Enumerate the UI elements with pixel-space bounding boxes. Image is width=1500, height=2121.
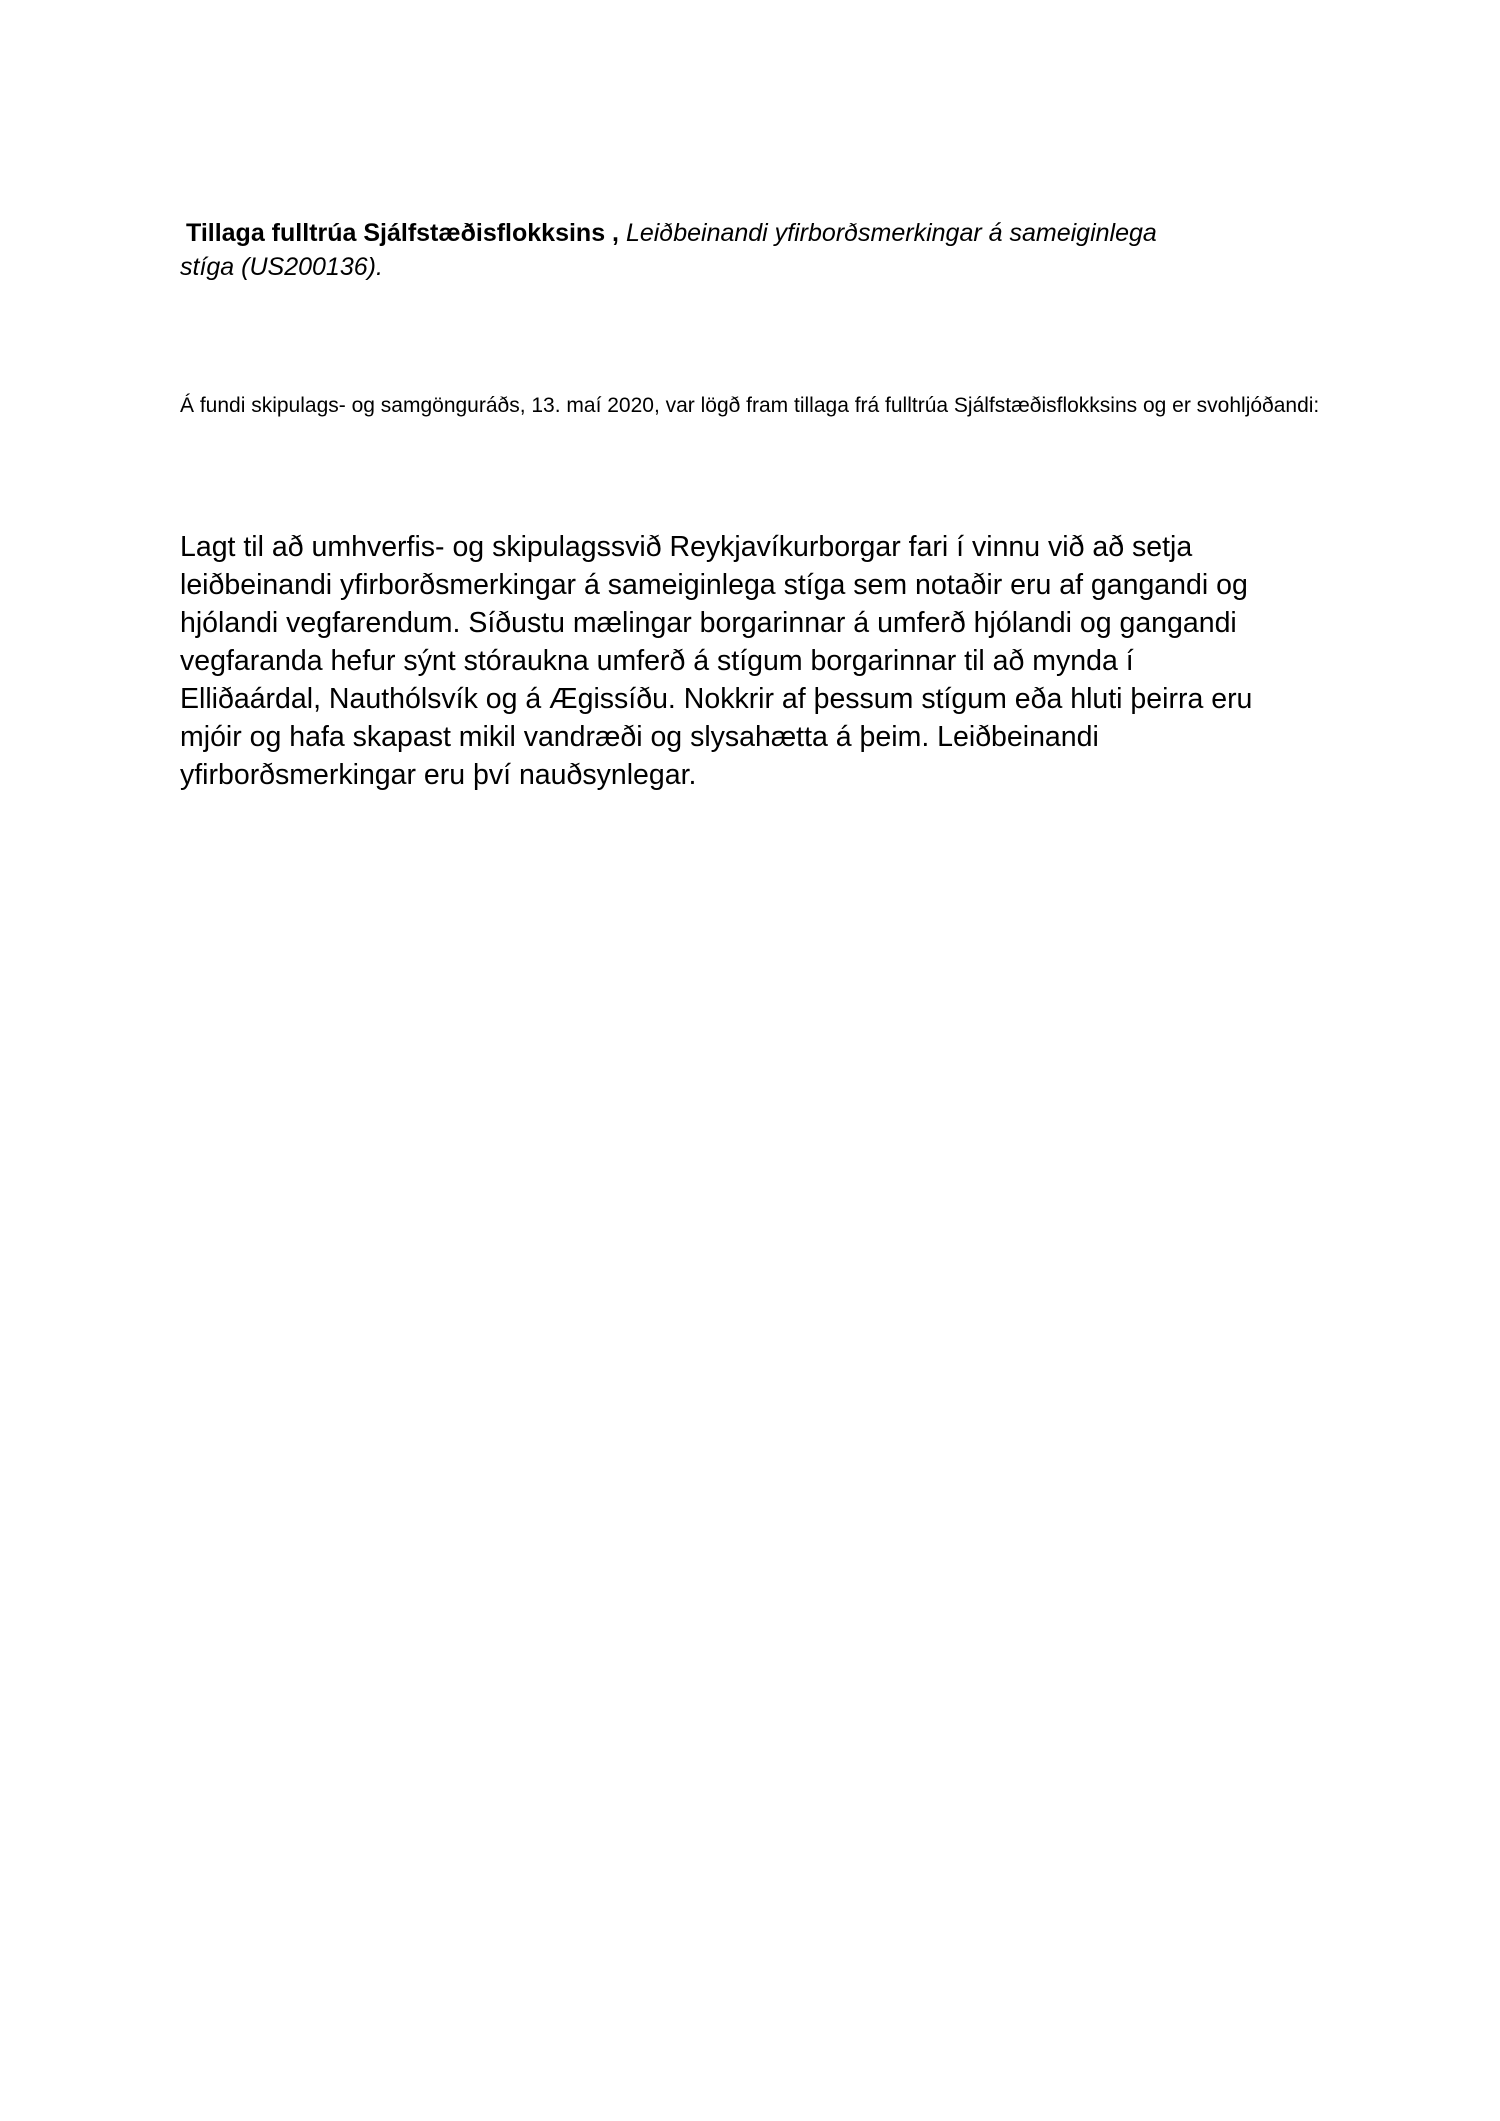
heading-subject: Leiðbeinandi yfirborðsmerkingar á sameiginlega stíga (US200136). [180,219,1157,281]
heading-title: Tillaga fulltrúa Sjálfstæðisflokksins , [186,219,619,247]
proposal-paragraph: Lagt til að umhverfis- og skipulagssvið Reykjavíkurborgar fari í vinnu við að setja leiðbeinandi yfirborðsmerkingar á sameiginlega stíga sem notaðir eru af gangandi og hjólandi vegfarendum. Síðustu mælingar borgarinnar á umferð hjólandi og gangandi vegfaranda hefur sýnt stóraukna umferð á stígum borgarinnar til að mynda í Elliðaárdal, Nauthólsvík og á Ægissíðu. Nokkrir af þessum stígum eða hluti þeirra eru mjóir og hafa skapast mikil vandræði og slysahætta á þeim. Leiðbeinandi yfirborðsmerkingar eru því nauðsynlegar. [180,531,1253,791]
document-heading [180,216,1180,284]
intro-paragraph: Á fundi skipulags- og samgönguráðs, 13. maí 2020, var lögð fram tillaga frá fulltrúa Sjálfstæðisflokksins og er svohljóðandi: [180,394,1320,417]
